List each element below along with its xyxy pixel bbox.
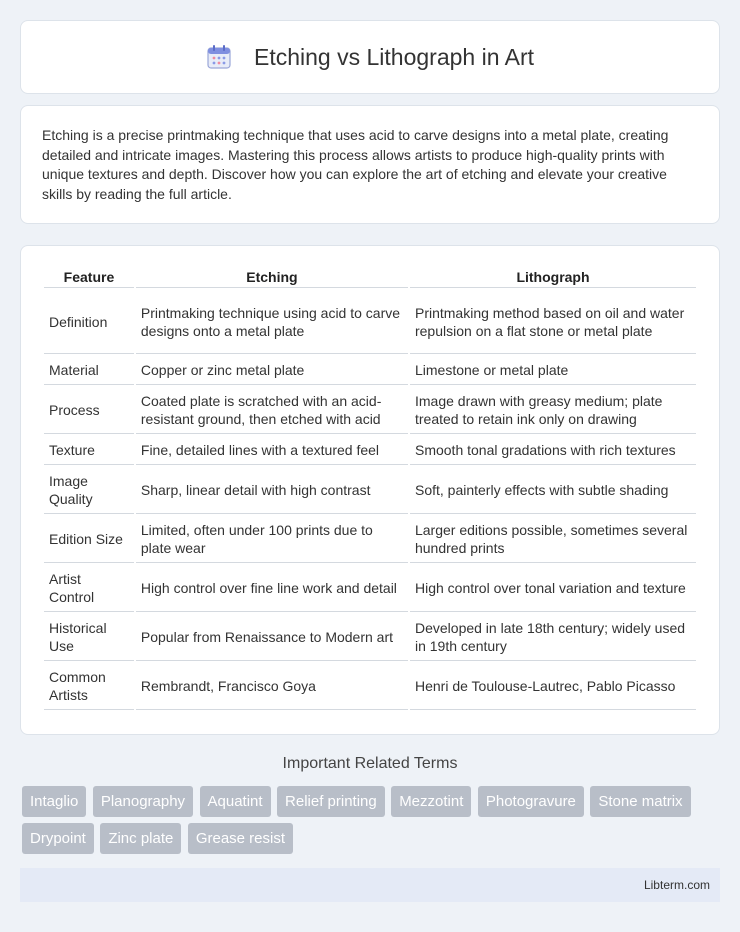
lithograph-cell: Larger editions possible, sometimes several hundred prints bbox=[410, 516, 696, 563]
comparison-table bbox=[42, 264, 698, 712]
related-tags bbox=[22, 786, 722, 860]
lithograph-cell: Soft, painterly effects with subtle shading bbox=[410, 467, 696, 514]
tag-intaglio[interactable]: Intaglio bbox=[22, 786, 86, 817]
tag-stone-matrix[interactable]: Stone matrix bbox=[590, 786, 690, 817]
feature-cell: Common Artists bbox=[44, 663, 134, 710]
etching-cell: Fine, detailed lines with a textured feel bbox=[136, 436, 408, 465]
tag-photogravure[interactable]: Photogravure bbox=[478, 786, 584, 817]
comparison-card bbox=[20, 245, 720, 735]
feature-cell: Definition bbox=[44, 290, 134, 354]
feature-cell: Process bbox=[44, 387, 134, 434]
header-lithograph: Lithograph bbox=[410, 266, 696, 288]
table-row bbox=[44, 290, 696, 354]
table-header-row bbox=[44, 266, 696, 288]
header-etching: Etching bbox=[136, 266, 408, 288]
intro-card bbox=[20, 105, 720, 224]
feature-cell: Image Quality bbox=[44, 467, 134, 514]
feature-cell: Historical Use bbox=[44, 614, 134, 661]
etching-cell: Copper or zinc metal plate bbox=[136, 356, 408, 385]
table-row bbox=[44, 516, 696, 563]
table-row bbox=[44, 614, 696, 661]
tag-planography[interactable]: Planography bbox=[93, 786, 193, 817]
etching-cell: Sharp, linear detail with high contrast bbox=[136, 467, 408, 514]
page-title: Etching vs Lithograph in Art bbox=[254, 43, 534, 70]
feature-cell: Edition Size bbox=[44, 516, 134, 563]
lithograph-cell: Image drawn with greasy medium; plate treated to retain ink only on drawing bbox=[410, 387, 696, 434]
tag-grease-resist[interactable]: Grease resist bbox=[188, 823, 293, 854]
calendar-icon bbox=[206, 44, 232, 70]
tag-relief-printing[interactable]: Relief printing bbox=[277, 786, 385, 817]
table-row bbox=[44, 387, 696, 434]
tag-zinc-plate[interactable]: Zinc plate bbox=[100, 823, 181, 854]
lithograph-cell: High control over tonal variation and texture bbox=[410, 565, 696, 612]
etching-cell: Rembrandt, Francisco Goya bbox=[136, 663, 408, 710]
table-row bbox=[44, 356, 696, 385]
lithograph-cell: Printmaking method based on oil and water repulsion on a flat stone or metal plate bbox=[410, 290, 696, 354]
header-feature: Feature bbox=[44, 266, 134, 288]
table-row bbox=[44, 467, 696, 514]
tag-drypoint[interactable]: Drypoint bbox=[22, 823, 94, 854]
intro-text: Etching is a precise printmaking technique that uses acid to carve designs into a metal plate, creating detailed and intricate images. Mastering this process allows artists to produce high-quality prints with unique textures and depth. Discover how you can explore the art of etching and elevate your creative skills by reading the full article. bbox=[42, 127, 669, 202]
etching-cell: Popular from Renaissance to Modern art bbox=[136, 614, 408, 661]
tag-mezzotint[interactable]: Mezzotint bbox=[391, 786, 471, 817]
footer-link[interactable]: Libterm.com bbox=[643, 878, 710, 892]
header-card bbox=[20, 20, 720, 94]
lithograph-cell: Henri de Toulouse-Lautrec, Pablo Picasso bbox=[410, 663, 696, 710]
feature-cell: Artist Control bbox=[44, 565, 134, 612]
table-row bbox=[44, 565, 696, 612]
feature-cell: Texture bbox=[44, 436, 134, 465]
lithograph-cell: Limestone or metal plate bbox=[410, 356, 696, 385]
tag-aquatint[interactable]: Aquatint bbox=[200, 786, 271, 817]
lithograph-cell: Smooth tonal gradations with rich textures bbox=[410, 436, 696, 465]
lithograph-cell: Developed in late 18th century; widely used in 19th century bbox=[410, 614, 696, 661]
table-row bbox=[44, 436, 696, 465]
etching-cell: Coated plate is scratched with an acid-resistant ground, then etched with acid bbox=[136, 387, 408, 434]
table-row bbox=[44, 663, 696, 710]
etching-cell: Limited, often under 100 prints due to plate wear bbox=[136, 516, 408, 563]
feature-cell: Material bbox=[44, 356, 134, 385]
etching-cell: High control over fine line work and detail bbox=[136, 565, 408, 612]
related-terms-title: Important Related Terms bbox=[282, 755, 458, 772]
footer bbox=[20, 868, 720, 902]
etching-cell: Printmaking technique using acid to carve designs onto a metal plate bbox=[136, 290, 408, 354]
